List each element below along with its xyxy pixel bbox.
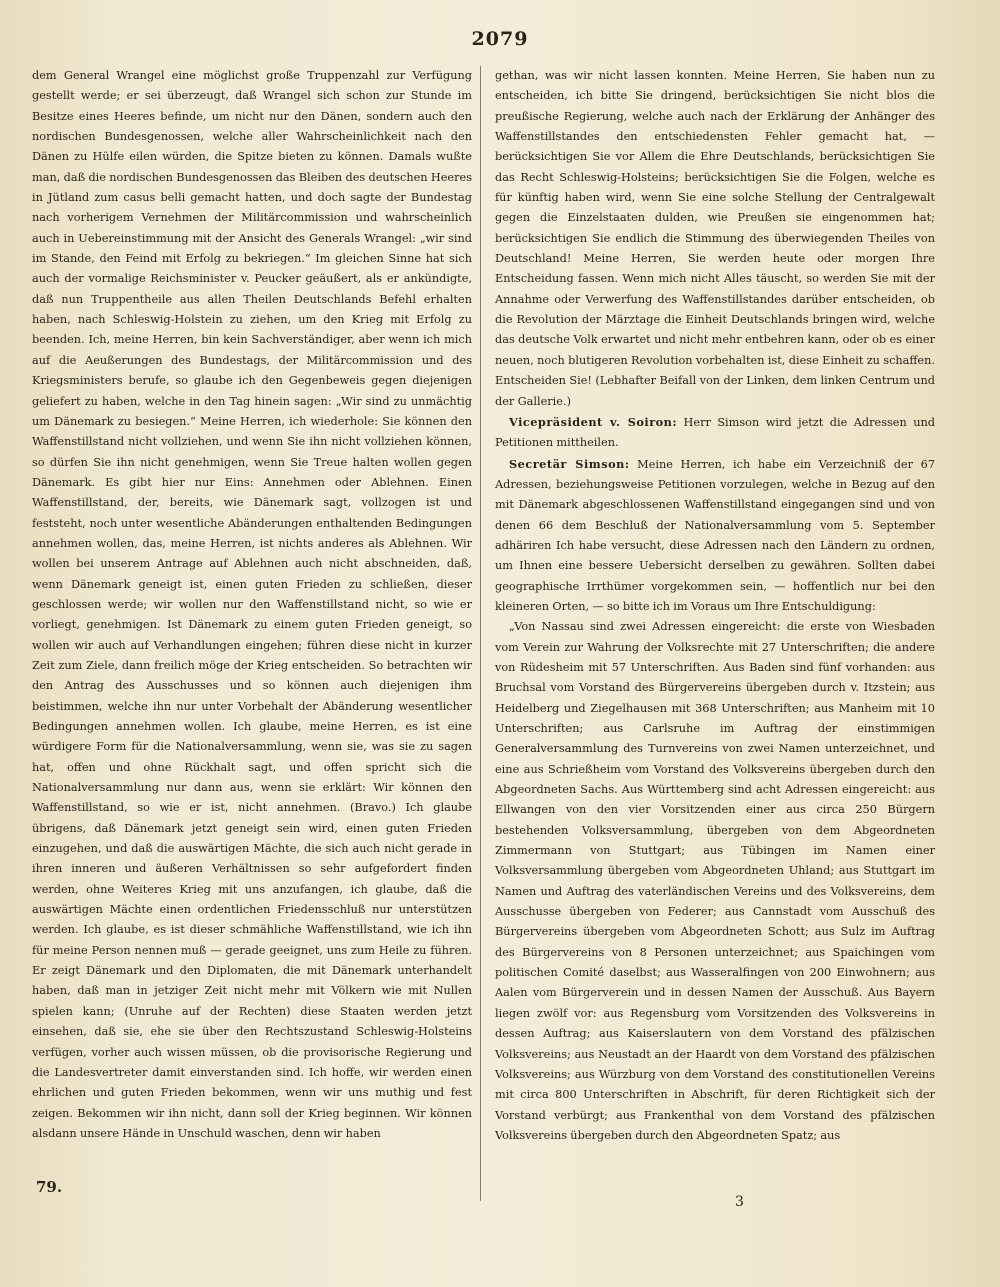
right-paragraph-address-list: „Von Nassau sind zwei Adressen eingereicht: die erste von Wiesbaden vom Verein zur Wahrung der Volksrechte mit 27 Unterschriften; die andere von Rüdesheim mit 57 Unterschriften. Aus Baden sind fünf vorhanden: aus Bruchsal vom Vorstand des Bürgervereins übergeben durch v. Itzstein; aus Heidelberg und Ziegelhausen mit 368 Unterschriften; aus Manheim mit 10 Unterschriften; aus Carlsruhe im Auftrag der einstimmigen Generalversammlung des Turnvereins von zwei Namen unterzeichnet, und eine aus Schrießheim vom Vorstand des Volksvereins übergeben durch den Abgeordneten Sachs. Aus Württemberg sind acht Adressen eingereicht: aus Ellwangen von den vier Vorsitzenden einer aus circa 250 Bürgern bestehenden Volksversammlung, übergeben von dem Abgeordneten Zimmermann von Stuttgart; aus Tübingen im Namen einer Volksversammlung übergeben vom Abgeordneten Uhland; aus Stuttgart im Namen und Auftrag des vaterländischen Vereins und des Volksvereins, dem Ausschusse übergeben von Federer; aus Cannstadt vom Ausschuß des Bürgervereins übergeben vom Abgeordneten Schott; aus Sulz im Auftrag des Bürgervereins von 8 Personen unterzeichnet; aus Spaichingen vom politischen Comité daselbst; aus Wasseralfingen von 200 Einwohnern; aus Aalen vom Bürgerverein und in dessen Namen der Ausschuß. Aus Bayern liegen zwölf vor: aus Regensburg vom Vorsitzenden des Volksvereins in dessen Auftrag; aus Kaiserslautern von dem Vorstand des pfälzischen Volksvereins; aus Neustadt an der Haardt von dem Vorstand des pfälzischen Volksvereins; aus Würzburg von dem Vorstand des constitutionellen Vereins mit circa 800 Unterschriften in Abschrift, für deren Richtigkeit sich der Vorstand verbürgt; aus Frankenthal von dem Vorstand des pfälzischen Volksvereins übergeben durch den Abgeordneten Spatz; aus xyxy=(495,620,935,1142)
column-divider xyxy=(480,66,481,1201)
left-column xyxy=(32,66,472,1144)
signature-mark: 79. xyxy=(36,1178,63,1196)
right-paragraph-closing-speech: gethan, was wir nicht lassen konnten. Meine Herren, Sie haben nun zu entscheiden, ich bitte Sie dringend, berücksichtigen Sie nicht blos die preußische Regierung, welche auch nach der Erklärung der Anhänger des Waffenstillstandes den entschiedensten Fehler gemacht hat, — berücksichtigen Sie vor Allem die Ehre Deutschlands, berücksichtigen Sie das Recht Schleswig-Holsteins; berücksichtigen Sie die Folgen, welche es für künftig haben wird, wenn Sie eine solche Stellung der Centralgewalt gegen die Einzelstaaten dulden, wie Preußen sie eingenommen hat; berücksichtigen Sie endlich die Stimmung des überwiegenden Theiles von Deutschland! Meine Herren, Sie werden heute oder morgen Ihre Entscheidung fassen. Wenn mich nicht Alles täuscht, so werden Sie mit der Annahme oder Verwerfung des Waffenstillstandes darüber entscheiden, ob die Revolution der Märztage die Einheit Deutschlands bringen wird, welche das deutsche Volk erwartet und nicht mehr entbehren kann, oder ob es einer neuen, noch blutigeren Revolution vorbehalten ist, diese Einheit zu schaffen. Entscheiden Sie! (Lebhafter Beifall von der Linken, dem linken Centrum und der Gallerie.) xyxy=(495,69,935,408)
page-number: 2079 xyxy=(471,28,529,50)
right-column xyxy=(495,66,935,1146)
speaker-name: Secretär Simson: xyxy=(509,456,630,471)
sheet-number: 3 xyxy=(735,1194,744,1210)
right-paragraph-vicepresident xyxy=(495,412,935,454)
speech-text: Meine Herren, ich habe ein Verzeichniß der 67 Adressen, beziehungsweise Petitionen vorzulegen, welche in Bezug auf den mit Dänemark abgeschlossenen Waffenstillstand eingegangen sind und von denen 66 dem Beschluß der Nationalversammlung vom 5. September adhäriren Ich habe versucht, diese Adressen nach den Ländern zu ordnen, um Ihnen eine bessere Uebersicht derselben zu gewähren. Sollten dabei geographische Irrthümer vorgekommen sein, — hoffentlich nur bei den kleineren Orten, — so bitte ich im Voraus um Ihre Entschuldigung: xyxy=(495,457,936,613)
speech-text: Herr Simson wird jetzt die Adressen und Petitionen mittheilen. xyxy=(495,415,935,450)
speaker-name: Vicepräsident v. Soiron: xyxy=(509,414,678,429)
right-paragraph-secretary xyxy=(495,454,935,618)
left-column-paragraph: dem General Wrangel eine möglichst große Truppenzahl zur Verfügung gestellt werde; er sei überzeugt, daß Wrangel sich schon zur Stunde im Besitze eines Heeres befinde, um nicht nur den Dänen, sondern auch den nordischen Bundesgenossen, welche aller Wahrscheinlichkeit nach den Dänen zu Hülfe eilen würden, die Spitze bieten zu können. Damals wußte man, daß die nordischen Bundesgenossen das Bleiben des deutschen Heeres in Jütland zum casus belli gemacht hatten, und doch sagte der Bundestag nach vorherigem Vernehmen der Militärcommission und wahrscheinlich auch in Uebereinstimmung mit der Ansicht des Generals Wrangel: „wir sind im Stande, den Feind mit Erfolg zu bekriegen.“ Im gleichen Sinne hat sich auch der vormalige Reichsminister v. Peucker geäußert, als er ankündigte, daß nun Truppentheile aus allen Theilen Deutschlands Befehl erhalten haben, nach Schleswig-Holstein zu ziehen, um den Krieg mit Erfolg zu beenden. Ich, meine Herren, bin kein Sachverständiger, aber wenn ich mich auf die Aeußerungen des Bundestags, der Militärcommission und des Kriegsministers berufe, so glaube ich den Gegenbeweis gegen diejenigen geliefert zu haben, welche in den Tag hinein sagen: „Wir sind zu unmächtig um Dänemark zu besiegen.“ Meine Herren, ich wiederhole: Sie können den Waffenstillstand nicht vollziehen, und wenn Sie ihn nicht vollziehen können, so dürfen Sie ihn nicht genehmigen, wenn Sie Treue halten wollen gegen Dänemark. Es gibt hier nur Eins: Annehmen oder Ablehnen. Einen Waffenstillstand, der, bereits, wie Dänemark sagt, vollzogen ist und feststeht, noch unter wesentliche Abänderungen enthaltenden Bedingungen annehmen wollen, das, meine Herren, ist nichts anderes als Ablehnen. Wir wollen bei unserem Antrage auf Ablehnen auch nicht abschneiden, daß, wenn Dänemark geneigt ist, einen guten Frieden zu schließen, dieser geschlossen werde; wir wollen nur den Waffenstillstand nicht, so wie er vorliegt, genehmigen. Ist Dänemark zu einem guten Frieden geneigt, so wollen wir auch auf Verhandlungen eingehen; führen diese nicht in kurzer Zeit zum Ziele, dann freilich möge der Krieg entscheiden. So betrachten wir den Antrag des Ausschusses und so können auch diejenigen ihm beistimmen, welche ihn nur unter Vorbehalt der Abänderung wesentlicher Bedingungen annehmen wollen. Ich glaube, meine Herren, es ist eine würdigere Form für die Nationalversammlung, wenn sie, was sie zu sagen hat, offen und ohne Rückhalt sagt, und offen spricht sich die Nationalversammlung nur dann aus, wenn sie erklärt: Wir können den Waffenstillstand, so wie er ist, nicht annehmen. (Bravo.) Ich glaube übrigens, daß Dänemark jetzt geneigt sein wird, einen guten Frieden einzugehen, und daß die auswärtigen Mächte, die sich auch nicht gerade in ihren inneren und äußeren Verhältnissen so sehr aufgefordert finden werden, ohne Weiteres Krieg mit uns anzufangen, ich glaube, daß die auswärtigen Mächte einen ordentlichen Friedensschluß nur unterstützen werden. Ich glaube, es ist dieser schmähliche Waffenstillstand, wie ich ihn für meine Person nennen muß — gerade geeignet, uns zum Heile zu führen. Er zeigt Dänemark und den Diplomaten, die mit Dänemark unterhandelt haben, daß man in jetziger Zeit nicht mehr mit Völkern wie mit Nullen spielen kann; (Unruhe auf der Rechten) diese Staaten werden jetzt einsehen, daß sie, ehe sie über den Rechtszustand Schleswig-Holsteins verfügen, vorher auch wissen müssen, ob die provisorische Regierung und die Landesvertreter damit einverstanden sind. Ich hoffe, wir werden einen ehrlichen und guten Frieden bekommen, wenn wir uns muthig und fest zeigen. Bekommen wir ihn nicht, dann soll der Krieg beginnen. Wir können alsdann unsere Hände in Unschuld waschen, denn wir haben xyxy=(32,69,472,1140)
